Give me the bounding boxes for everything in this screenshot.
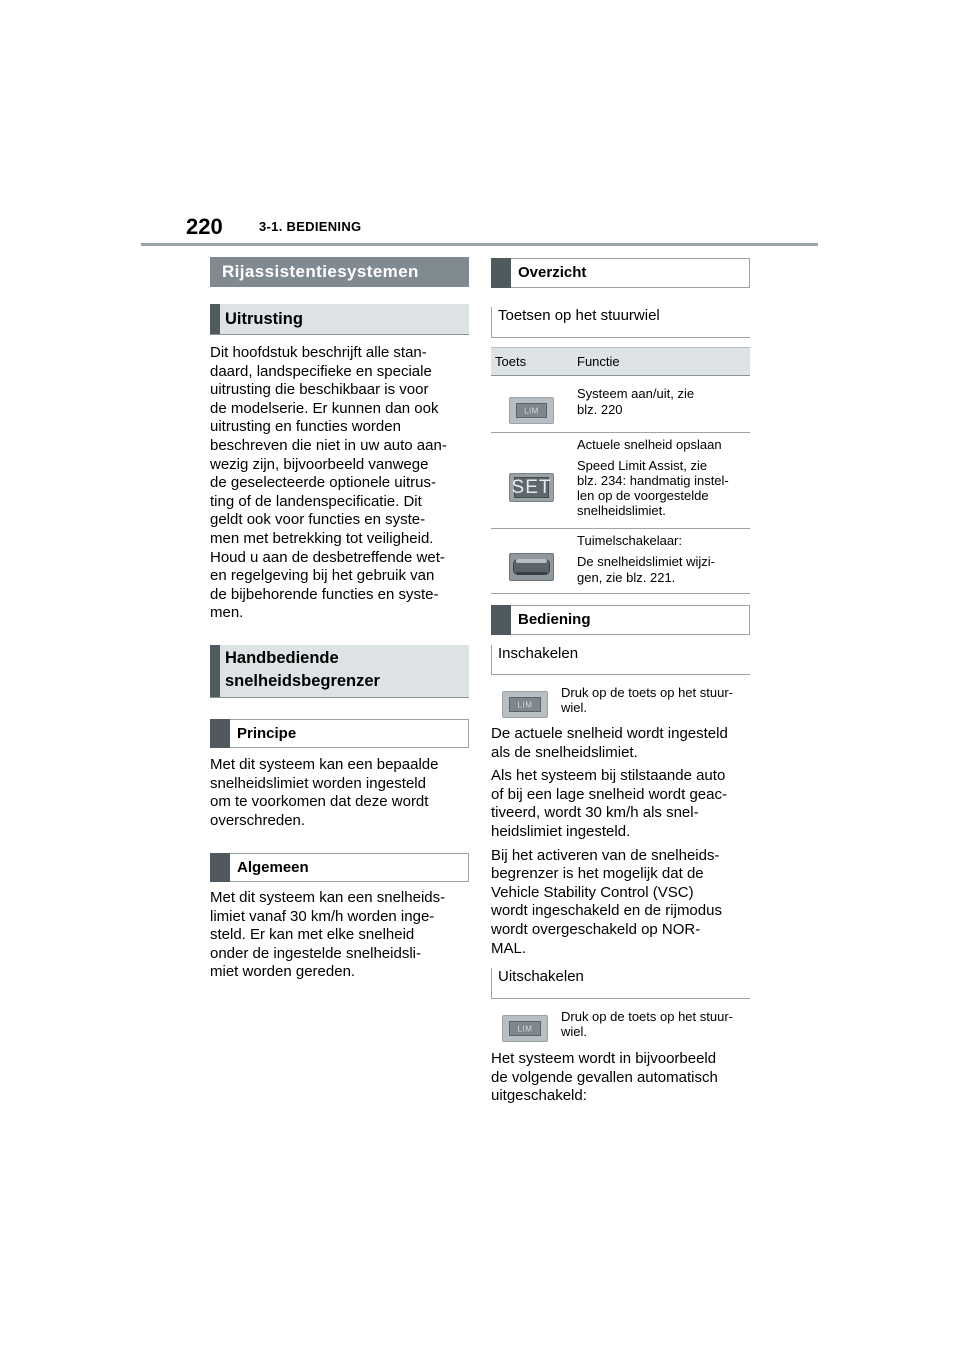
heading-accent-bar: [210, 719, 230, 748]
paragraph-algemeen-text: Met dit systeem kan een snelheids- limiet vanaf 30 km/h worden inge- steld. Er kan met elke snelheid onder de ingestelde snelheidsli- miet worden gereden.: [210, 889, 446, 981]
page-number: 220: [186, 214, 223, 239]
inschakelen-key-instruction: Druk op de toets op het stuur- wiel.: [561, 685, 733, 715]
table-row-3-function-title: Tuimelschakelaar:: [577, 533, 683, 548]
lim-button-label: LIM: [517, 700, 533, 709]
heading-bediening: [491, 605, 750, 635]
paragraph-algemeen: [210, 889, 472, 982]
subheading-toetsen-op-het-stuurwiel: [491, 307, 750, 338]
paragraph-principe-text: Met dit systeem kan een bepaalde snelheidslimiet worden ingesteld om te voorkomen dat deze wordt overschreden.: [210, 756, 439, 829]
table-row-divider: [491, 432, 750, 433]
table-row-3-function-text: De snelheidslimiet wijzi- gen, zie blz. 221.: [577, 554, 715, 585]
section-heading-text: Rijassistentiesystemen: [222, 262, 419, 281]
lim-button-label: LIM: [517, 1024, 533, 1033]
paragraph-inschakelen-3: Bij het activeren van de snelheids- begrenzer is het mogelijk dat de Vehicle Stability Control (VSC) wordt ingeschakeld en de rijmodus wordt overgeschakeld op NOR- MAL.: [491, 846, 722, 957]
heading-accent-bar: [491, 605, 511, 635]
paragraph-uitschakelen-text: Het systeem wordt in bijvoorbeeld de volgende gevallen automatisch uitgeschakeld:: [491, 1050, 718, 1105]
subheading-text: Uitschakelen: [498, 968, 584, 985]
heading-principe-text: Principe: [237, 725, 297, 742]
heading-uitrusting: [210, 304, 469, 335]
subheading-inschakelen: [491, 645, 750, 675]
heading-algemeen: [210, 853, 469, 882]
lim-button-label: LIM: [524, 406, 539, 415]
heading-accent-bar: [210, 645, 220, 697]
heading-overzicht: [491, 258, 750, 288]
heading-accent-bar: [210, 304, 220, 334]
paragraph-inschakelen: [491, 725, 753, 958]
set-button-label: SET: [511, 476, 552, 498]
paragraph-uitrusting-text: Dit hoofdstuk beschrijft alle stan- daard, landspecifieke en speciale uitrusting die beschikbaar is voor de modelserie. Er kunnen dan ook uitrusting en functies worden beschreven die niet in uw auto aan- wezig zijn, bijvoorbeeld vanwege de geselecteerde optionele uitrus- ting of de landenspecificatie. Dit geldt ook voor functies en syste- men met betrekking tot veiligheid. Houd u aan de desbetreffende wet- en regelgeving bij het gebruik van de bijbehorende functies en syste- men.: [210, 344, 447, 622]
paragraph-inschakelen-2: Als het systeem bij stilstaande auto of bij een lage snelheid wordt geac- tiveerd, wordt 30 km/h als snel- heidslimiet ingesteld.: [491, 767, 727, 840]
column-header-toets: Toets: [495, 354, 527, 369]
rocker-switch-icon: [509, 553, 554, 581]
subheading-text: Toetsen op het stuurwiel: [498, 307, 660, 324]
heading-line-1: Handbediende: [225, 649, 339, 667]
table-row-divider: [491, 528, 750, 529]
paragraph-principe: [210, 756, 472, 830]
heading-accent-bar: [210, 853, 230, 882]
heading-bediening-text: Bediening: [518, 611, 591, 628]
heading-accent-bar: [491, 258, 511, 288]
column-header-functie: Functie: [577, 354, 620, 369]
heading-algemeen-text: Algemeen: [237, 859, 309, 876]
paragraph-uitschakelen: [491, 1050, 753, 1106]
table-row-2-function-title: Actuele snelheid opslaan: [577, 437, 722, 452]
table-header: [491, 347, 750, 376]
table-row-1-function: Systeem aan/uit, zie blz. 220: [577, 386, 695, 417]
heading-handbediende-snelheidsbegrenzer: [210, 645, 469, 698]
lim-button-icon: [502, 1015, 548, 1042]
heading-principe: [210, 719, 469, 748]
heading-line-2: snelheidsbegrenzer: [225, 672, 380, 690]
set-button-icon: [509, 473, 554, 502]
lim-button-icon: [502, 691, 548, 718]
lim-button-icon: [509, 397, 554, 424]
subheading-uitschakelen: [491, 968, 750, 999]
table-bottom-rule: [491, 593, 750, 594]
header-divider: [141, 243, 818, 246]
chapter-title: 3-1. BEDIENING: [259, 219, 362, 234]
paragraph-uitrusting: [210, 344, 472, 623]
heading-overzicht-text: Overzicht: [518, 264, 587, 281]
subheading-text: Inschakelen: [498, 645, 579, 662]
uitschakelen-key-instruction: Druk op de toets op het stuur- wiel.: [561, 1009, 733, 1039]
paragraph-inschakelen-1: De actuele snelheid wordt ingesteld als de snelheidslimiet.: [491, 725, 728, 761]
heading-uitrusting-text: Uitrusting: [225, 310, 303, 328]
section-heading-rijassistentiesystemen: [210, 257, 469, 287]
table-row-2-function-text: Speed Limit Assist, zie blz. 234: handmatig instel- len op de voorgestelde snelheidslimiet.: [577, 458, 729, 518]
